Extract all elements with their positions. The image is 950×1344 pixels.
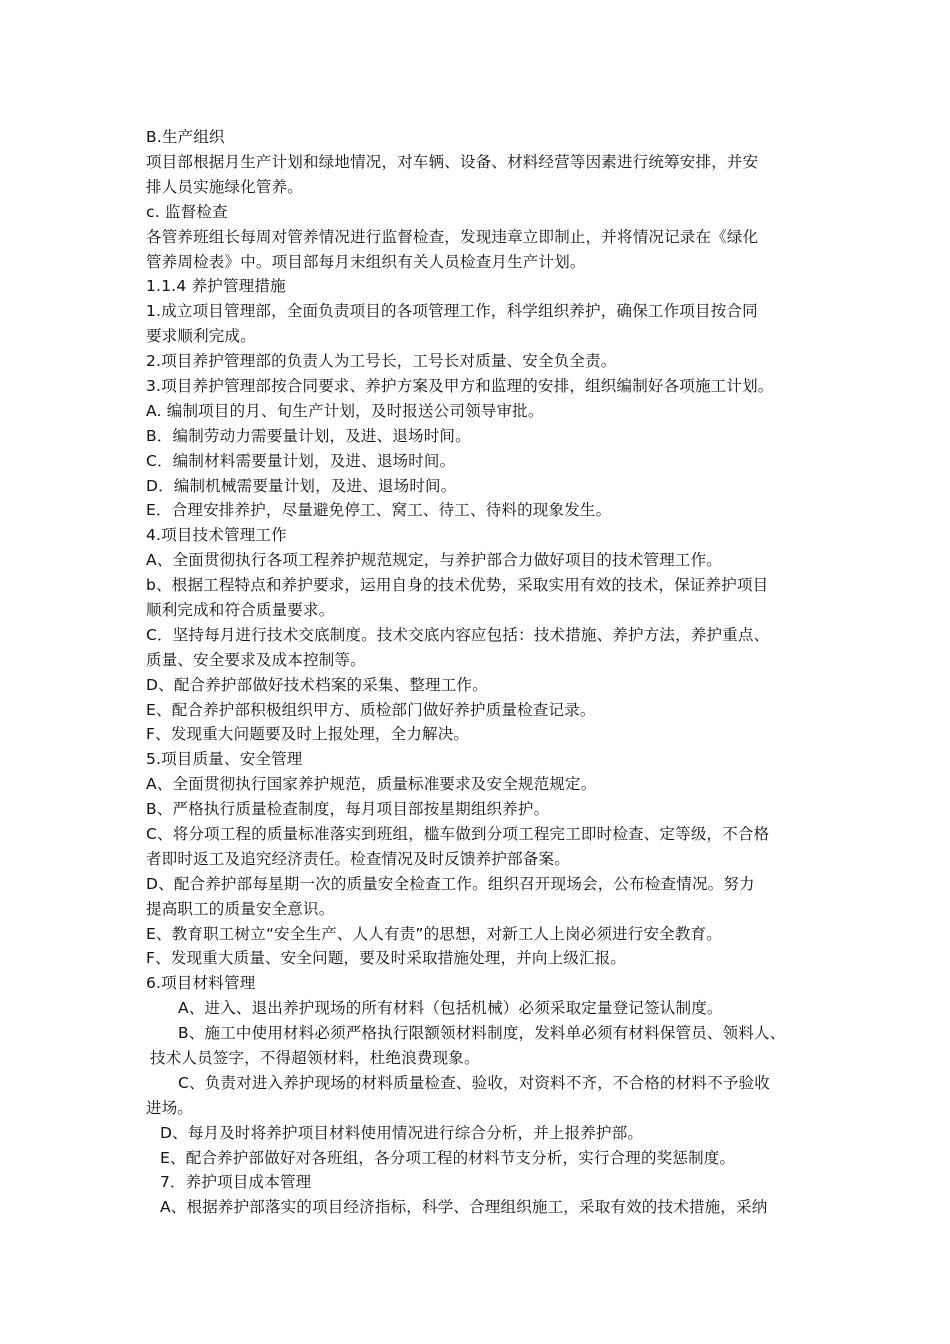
text-line: A. 编制项目的月、旬生产计划，及时报送公司领导审批。 [146, 402, 544, 420]
text-line: b、根据工程特点和养护要求，运用自身的技术优势，采取实用有效的技术，保证养护项目 [146, 576, 769, 594]
text-line: 技术人员签字，不得超领材料，杜绝浪费现象。 [150, 1049, 480, 1067]
text-line: D、配合养护部每星期一次的质量安全检查工作。组织召开现场会，公布检查情况。努力 [146, 875, 755, 893]
text-line: 管养周检表》中。项目部每月末组织有关人员检查月生产计划。 [146, 253, 586, 271]
text-line: 质量、安全要求及成本控制等。 [146, 651, 366, 669]
text-line: E、配合养护部积极组织甲方、质检部门做好养护质量检查记录。 [146, 701, 596, 719]
text-line: C．坚持每月进行技术交底制度。技术交底内容应包括：技术措施、养护方法，养护重点、 [146, 626, 770, 644]
text-line: 提高职工的质量安全意识。 [146, 900, 335, 918]
text-line: F、发现重大质量、安全问题，要及时采取措施处理，并向上级汇报。 [146, 949, 627, 967]
text-line: C、负责对进入养护现场的材料质量检查、验收，对资料不齐，不合格的材料不予验收 [178, 1074, 770, 1092]
text-line: A、全面贯彻执行各项工程养护规范规定，与养护部合力做好项目的技术管理工作。 [146, 551, 723, 569]
text-line: D．编制机械需要量计划，及进、退场时间。 [146, 477, 457, 495]
text-line: 1.成立项目管理部，全面负责项目的各项管理工作，科学组织养护，确保工作项目按合同 [146, 302, 758, 320]
text-line: B.生产组织 [146, 128, 225, 146]
text-line: B、施工中使用材料必须严格执行限额领材料制度，发料单必须有材料保管员、领料人、 [178, 1024, 786, 1042]
text-line: 项目部根据月生产计划和绿地情况，对车辆、设备、材料经营等因素进行统筹安排，并安 [146, 153, 759, 171]
text-line: c. 监督检查 [146, 203, 228, 221]
text-line: D、每月及时将养护项目材料使用情况进行综合分析，并上报养护部。 [160, 1124, 644, 1142]
text-line: F、发现重大问题要及时上报处理，全力解决。 [146, 725, 470, 743]
text-line: E、配合养护部做好对各班组，各分项工程的材料节支分析，实行合理的奖惩制度。 [160, 1149, 736, 1167]
text-line: C、将分项工程的质量标准落实到班组，槛车做到分项工程完工即时检查、定等级，不合格 [146, 825, 770, 843]
text-line: C．编制材料需要量计划，及进、退场时间。 [146, 452, 456, 470]
text-line: E、教育职工树立“安全生产、人人有责”的思想，对新工人上岗必须进行安全教育。 [146, 925, 722, 943]
text-line: 3.项目养护管理部按合同要求、养护方案及甲方和监理的安排，组织编制好各项施工计划。 [146, 377, 774, 395]
text-line: 者即时返工及追究经济责任。检查情况及时反馈养护部备案。 [146, 850, 570, 868]
text-line: 5.项目质量、安全管理 [146, 750, 303, 768]
text-line: B．编制劳动力需要量计划，及进、退场时间。 [146, 427, 471, 445]
text-line: 4.项目技术管理工作 [146, 526, 287, 544]
text-line: 2.项目养护管理部的负责人为工号长，工号长对质量、安全负全责。 [146, 352, 617, 370]
text-line: 各管养班组长每周对管养情况进行监督检查，发现违章立即制止，并将情况记录在《绿化 [146, 228, 759, 246]
text-line: A、根据养护部落实的项目经济指标，科学、合理组织施工，采取有效的技术措施，采纳 [160, 1198, 768, 1216]
text-line: 7．养护项目成本管理 [160, 1173, 312, 1191]
text-line: A、全面贯彻执行国家养护规范，质量标准要求及安全规范规定。 [146, 775, 597, 793]
text-line: A、进入、退出养护现场的所有材料（包括机械）必须采取定量登记签认制度。 [178, 999, 723, 1017]
text-line: 6.项目材料管理 [146, 974, 256, 992]
text-line: 顺利完成和符合质量要求。 [146, 601, 335, 619]
text-line: B、严格执行质量检查制度，每月项目部按星期组织养护。 [146, 800, 550, 818]
text-line: E．合理安排养护，尽量避免停工、窝工、待工、待料的现象发生。 [146, 501, 612, 519]
text-line: 排人员实施绿化管养。 [146, 178, 304, 196]
text-line: D、配合养护部做好技术档案的采集、整理工作。 [146, 676, 488, 694]
text-line: 要求顺利完成。 [146, 327, 256, 345]
section-heading: 1.1.4 养护管理措施 [146, 277, 286, 295]
text-line: 进场。 [146, 1099, 194, 1117]
